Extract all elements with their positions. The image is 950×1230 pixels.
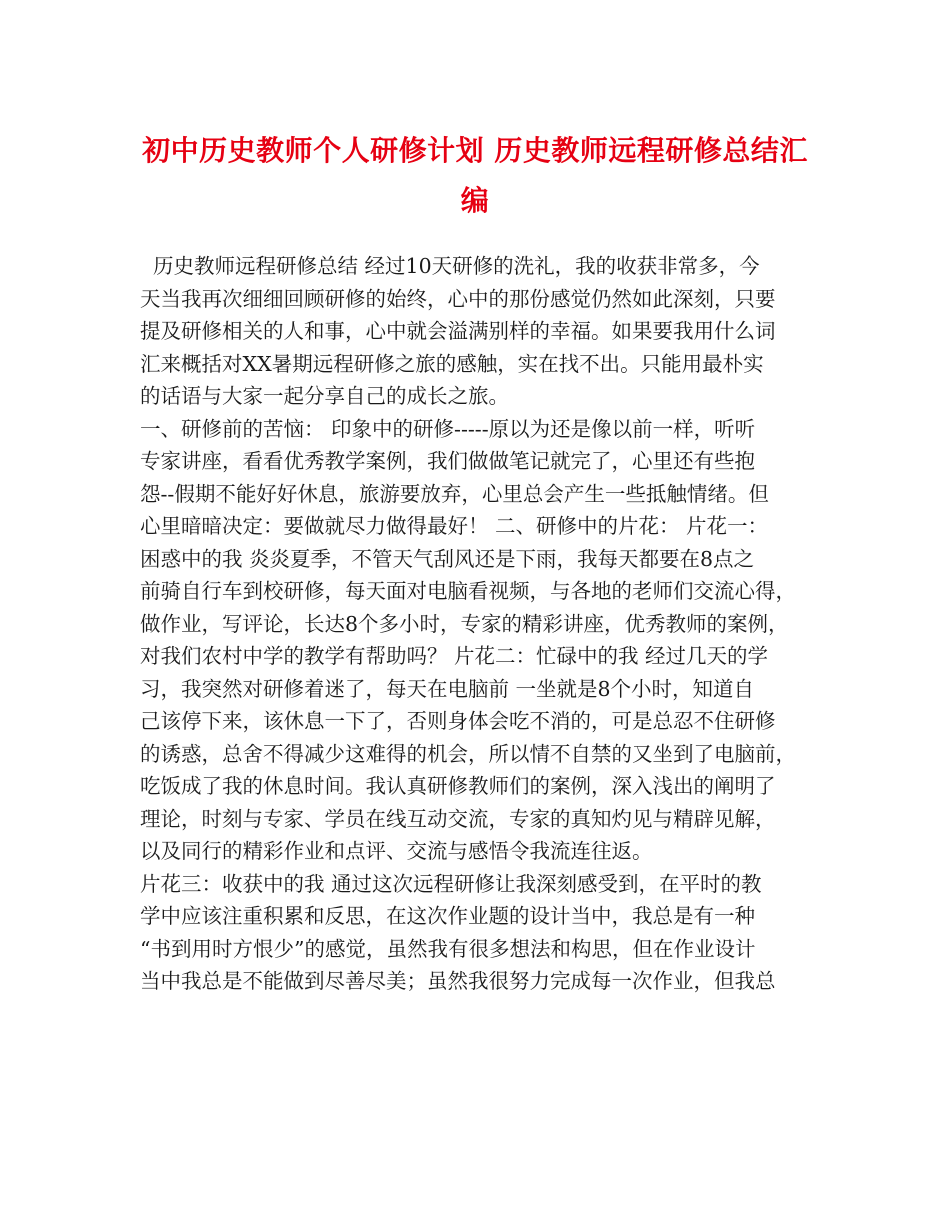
body-line: 困惑中的我 炎炎夏季，不管天气刮风还是下雨，我每天都要在8点之: [140, 546, 755, 571]
body-line: 天当我再次细细回顾研修的始终，心中的那份感觉仍然如此深刻，只要: [140, 286, 776, 311]
body-line: 当中我总是不能做到尽善尽美；虽然我很努力完成每一次作业，但我总: [140, 969, 776, 993]
body-line: 的话语与大家一起分享自己的成长之旅。: [140, 384, 509, 408]
body-line: 前骑自行车到校研修，每天面对电脑看视频，与各地的老师们交流心得，: [140, 579, 796, 603]
body-line: 对我们农村中学的教学有帮助吗？ 片花二：忙碌中的我 经过几天的学: [140, 644, 769, 668]
body-line: 学中应该注重积累和反思，在这次作业题的设计当中，我总是有一种: [140, 904, 755, 928]
body-line: 历史教师远程研修总结 经过10天研修的洗礼，我的收获非常多，今: [140, 254, 760, 278]
body-line: 汇来概括对XX暑期远程研修之旅的感触，实在找不出。只能用最朴实: [140, 351, 764, 376]
body-line: 习，我突然对研修着迷了，每天在电脑前 一坐就是8个小时，知道自: [140, 676, 755, 701]
body-line: 己该停下来，该休息一下了，否则身体会吃不消的，可是总忍不住研修: [140, 709, 776, 733]
body-line: 一、研修前的苦恼： 印象中的研修-----原以为还是像以前一样，听听: [140, 416, 756, 441]
body-line: 的诱惑，总舍不得减少这难得的机会，所以情不自禁的又坐到了电脑前，: [140, 741, 796, 766]
title-line-1: 初中历史教师个人研修计划 历史教师远程研修总结汇: [142, 134, 808, 167]
body-line: 怨--假期不能好好休息，旅游要放弃，心里总会产生一些抵触情绪。但: [140, 481, 769, 506]
body-line: 专家讲座，看看优秀教学案例，我们做做笔记就完了，心里还有些抱: [140, 449, 755, 473]
body-line: 做作业，写评论，长达8个多小时，专家的精彩讲座，优秀教师的案例，: [140, 611, 789, 636]
document-title: [140, 126, 810, 226]
body-line: “书到用时方恨少”的感觉，虽然我有很多想法和构思，但在作业设计: [140, 936, 756, 961]
title-line-2: 编: [460, 184, 490, 217]
body-line: 以及同行的精彩作业和点评、交流与感悟令我流连往返。: [140, 839, 653, 863]
document-body: [140, 250, 820, 998]
body-line: 心里暗暗决定：要做就尽力做得最好！ 二、研修中的片花： 片花一：: [140, 514, 769, 538]
body-line: 提及研修相关的人和事，心中就会溢满别样的幸福。如果要我用什么词: [140, 319, 776, 343]
body-line: 吃饭成了我的休息时间。我认真研修教师们的案例，深入浅出的阐明了: [140, 774, 776, 798]
body-line: 片花三：收获中的我 通过这次远程研修让我深刻感受到，在平时的教: [140, 871, 762, 896]
body-line: 理论，时刻与专家、学员在线互动交流，专家的真知灼见与精辟见解，: [140, 806, 776, 831]
